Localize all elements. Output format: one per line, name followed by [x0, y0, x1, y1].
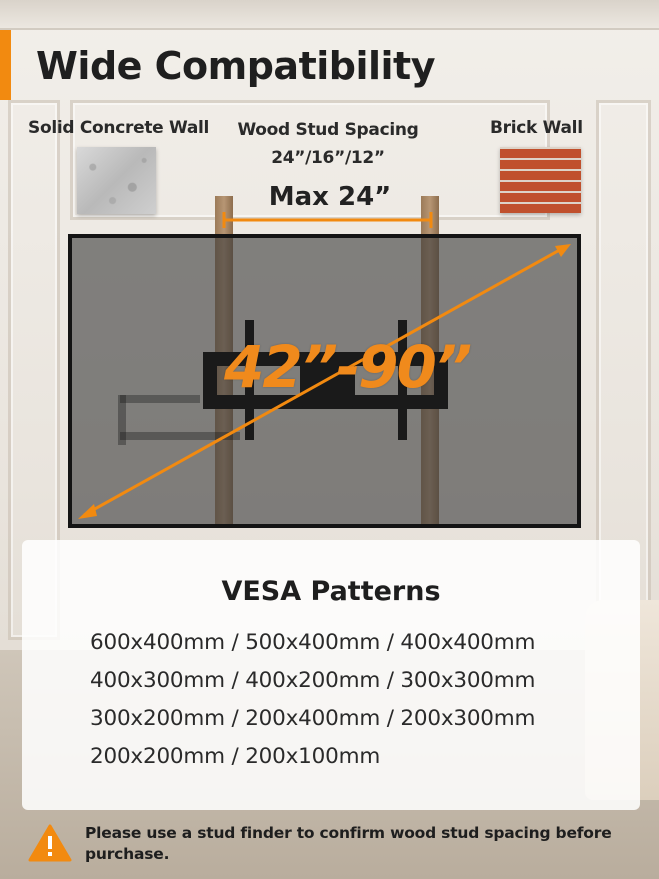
vesa-pattern-line: 300x200mm / 200x400mm / 200x300mm: [90, 706, 536, 731]
vesa-pattern-line: 400x300mm / 400x200mm / 300x300mm: [90, 668, 536, 693]
stud-finder-warning: Please use a stud finder to confirm wood stud spacing before purchase.: [85, 824, 612, 863]
vesa-title: VESA Patterns: [221, 576, 441, 607]
tv-size-range: 42”-90”: [224, 333, 471, 401]
vesa-pattern-line: 600x400mm / 500x400mm / 400x400mm: [90, 630, 536, 655]
page-title: Wide Compatibility: [36, 44, 435, 88]
brick-wall-label: Brick Wall: [490, 118, 583, 138]
warning-triangle-icon: [28, 824, 72, 862]
max-spacing-label: Max 24”: [268, 182, 392, 212]
vesa-panel: [22, 540, 640, 810]
stud-spacing-bracket: [224, 212, 431, 228]
concrete-wall-label: Solid Concrete Wall: [28, 118, 210, 138]
wood-stud-label-line1: Wood Stud Spacing: [237, 120, 419, 140]
wood-stud-label-line2: 24”/16”/12”: [271, 148, 385, 168]
vesa-pattern-line: 200x200mm / 200x100mm: [90, 744, 381, 769]
